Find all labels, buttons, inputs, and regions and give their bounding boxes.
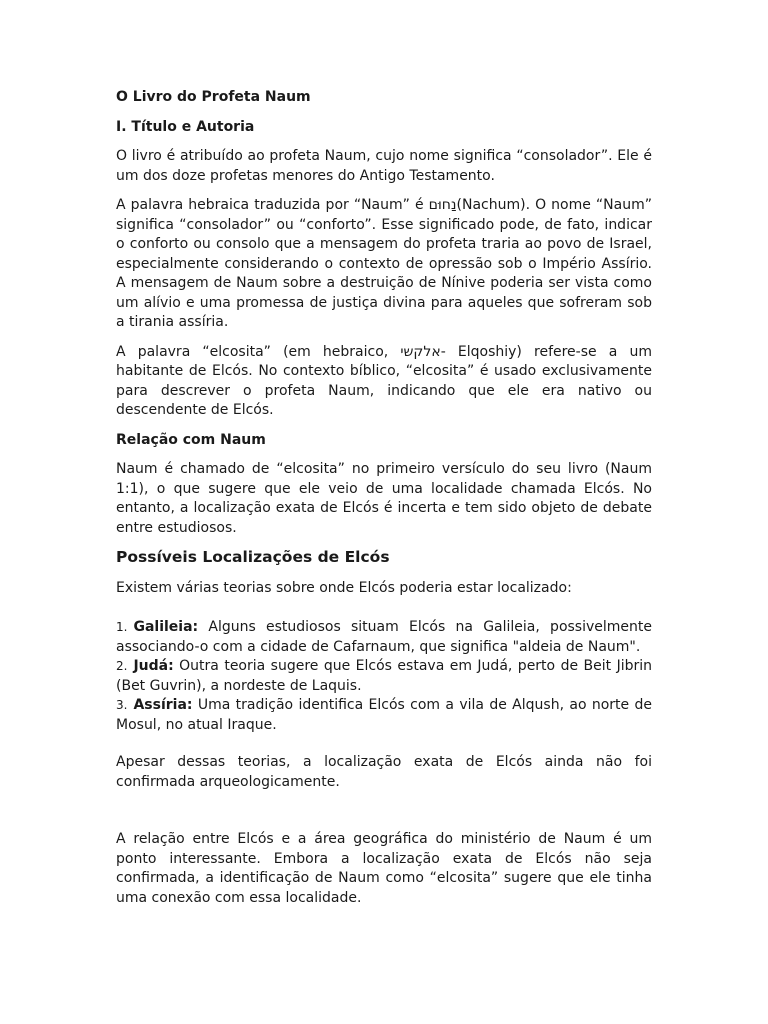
locations-list [116,618,652,735]
document-page [116,88,652,918]
list-term: Galileia: [133,619,199,635]
list-text: Outra teoria sugere que Elcós estava em Judá, perto de Beit Jibrin (Bet Guvrin), a nordeste de Laquis. [116,658,652,694]
section-heading-titulo-autoria: I. Título e Autoria [116,118,255,135]
paragraph-teorias: Existem várias teorias sobre onde Elcós poderia estar localizado: [116,579,572,596]
spacer [116,802,652,830]
paragraph-conclusao: A relação entre Elcós e a área geográfica do ministério de Naum é um ponto interessante. Embora a localização exata de Elcós não seja confirmada, a identificação de Naum como “elcosita” sugere que ele tinha uma conexão com essa localidade. [116,831,652,906]
paragraph-apesar: Apesar dessas teorias, a localização exata de Elcós ainda não foi confirmada arqueologicamente. [116,754,652,790]
list-item [116,657,652,696]
paragraph-naum-meaning: A palavra hebraica traduzida por “Naum” é נַחוּם(Nachum). O nome “Naum” significa “consolador” ou “conforto”. Esse significado pode, de fato, indicar o conforto ou consolo que a mensagem do profeta traria ao povo de Israel, especialmente considerando o contexto de opressão sob o Império Assírio. A mensagem de Naum sobre a destruição de Nínive poderia ser vista como um alívio e uma promessa de justiça divina para aqueles que sofreram sob a tirania assíria. [116,197,652,330]
list-term: Judá: [133,658,174,674]
section-heading-localizacoes: Possíveis Localizações de Elcós [116,548,390,566]
paragraph-elcosita: A palavra “elcosita” (em hebraico, אלקשי- Elqoshiy) refere-se a um habitante de Elcós. No contexto bíblico, “elcosita” é usado exclusivamente para descrever o profeta Naum, indicando que ele era nativo ou descendente de Elcós. [116,343,652,418]
list-item [116,696,652,735]
document-title: O Livro do Profeta Naum [116,89,311,105]
section-heading-relacao: Relação com Naum [116,431,266,448]
list-number: 2. [116,659,128,673]
list-text: Alguns estudiosos situam Elcós na Galileia, possivelmente associando-o com a cidade de Cafarnaum, que significa "aldeia de Naum". [116,619,652,655]
paragraph-intro: O livro é atribuído ao profeta Naum, cujo nome significa “consolador”. Ele é um dos doze profetas menores do Antigo Testamento. [116,148,652,184]
list-number: 3. [116,698,128,712]
list-number: 1. [116,620,128,634]
list-item [116,618,652,657]
list-text: Uma tradição identifica Elcós com a vila de Alqush, ao norte de Mosul, no atual Iraque. [116,697,652,733]
paragraph-relacao: Naum é chamado de “elcosita” no primeiro versículo do seu livro (Naum 1:1), o que sugere que ele veio de uma localidade chamada Elcós. No entanto, a localização exata de Elcós é incerta e tem sido objeto de debate entre estudiosos. [116,461,652,536]
list-term: Assíria: [133,697,193,713]
spacer [116,608,652,618]
